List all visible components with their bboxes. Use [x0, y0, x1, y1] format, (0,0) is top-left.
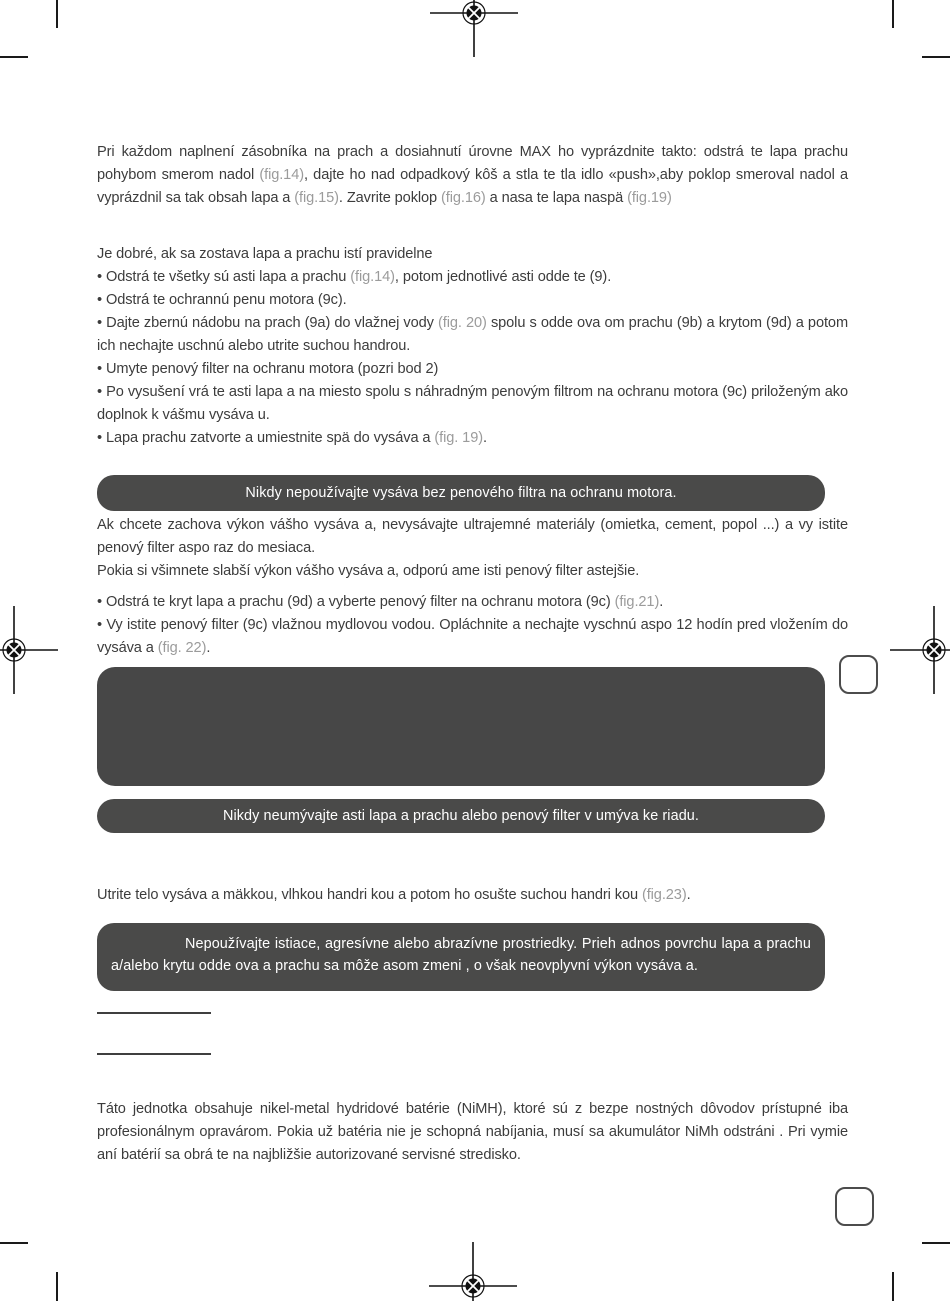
performance-text-1: Ak chcete zachova výkon vášho vysáva a, nevysávajte ultrajemné materiály (omietka, cement, popol ...) a vy istite penový filter aspo raz do mesiaca. [97, 517, 848, 556]
performance-paragraph [97, 514, 848, 583]
registration-mark-right [890, 606, 950, 694]
intro-paragraph [97, 141, 848, 210]
section-rule-2 [97, 1053, 211, 1055]
intro-text: Pri každom naplnení zásobníka na prach a dosiahnutí úrovne MAX ho vyprázdnite takto: odstrá te lapa prachu pohybom smerom nadol (fig.14), dajte ho nad odpadkový kôš a stla te tla idlo «push»,aby poklop smeroval nadol a vyprázdnil sa tak obsah lapa a (fig.15). Zavrite poklop (fig.16) a nasa te lapa naspä (fig.19) [97, 144, 848, 206]
crop-mark-bottom-right-horizontal [922, 1242, 950, 1244]
crop-mark-top-right-horizontal [922, 56, 950, 58]
empty-warning-box [97, 667, 825, 786]
registration-mark-left [0, 606, 58, 694]
care-bullet: • Lapa prachu zatvorte a umiestnite spä do vysáva a (fig. 19). [97, 430, 487, 446]
battery-text: Táto jednotka obsahuje nikel-metal hydridové batérie (NiMH), ktoré sú z bezpe nostných dôvodov prístupné iba profesionálnym opravárom. Pokia už batéria nie je schopná nabíjania, musí sa akumulátor NiMh odstráni . Pri vymie aní batérií sa obrá te na najbližšie autorizované servisné stredisko. [97, 1101, 848, 1163]
crop-mark-bottom-left-vertical [56, 1272, 58, 1301]
section-rule-1 [97, 1012, 211, 1014]
care-section [97, 243, 848, 450]
registration-mark-bottom [429, 1242, 517, 1301]
side-tab-marker-top [839, 655, 878, 694]
crop-mark-bottom-right-vertical [892, 1272, 894, 1301]
banner-no-dishwasher-text: Nikdy neumývajte asti lapa a prachu alebo penový filter v umýva ke riadu. [222, 808, 700, 824]
filter-clean-bullet: • Odstrá te kryt lapa a prachu (9d) a vyberte penový filter na ochranu motora (9c) (fig.21). [97, 594, 664, 610]
crop-mark-top-right-vertical [892, 0, 894, 28]
care-line: Je dobré, ak sa zostava lapa a prachu istí pravidelne [97, 246, 433, 262]
wipe-instruction [97, 884, 848, 907]
wipe-instruction-text: Utrite telo vysáva a mäkkou, vlhkou handri kou a potom ho osušte suchou handri kou (fig.23). [97, 887, 691, 903]
care-bullet: • Umyte penový filter na ochranu motora (pozri bod 2) [97, 361, 439, 377]
banner-no-aggressive-cleaners [97, 923, 825, 991]
filter-clean-section [97, 591, 848, 660]
crop-mark-bottom-left-horizontal [0, 1242, 28, 1244]
crop-mark-top-left-vertical [56, 0, 58, 28]
battery-paragraph [97, 1098, 848, 1167]
care-bullet: • Odstrá te všetky sú asti lapa a prachu (fig.14), potom jednotlivé asti odde te (9). [97, 269, 612, 285]
side-tab-marker-bottom [835, 1187, 874, 1226]
banner-no-foam-filter [97, 475, 825, 511]
crop-mark-top-left-horizontal [0, 56, 28, 58]
registration-mark-top [430, 0, 518, 57]
performance-text-2: Pokia si všimnete slabší výkon vášho vysáva a, odporú ame isti penový filter astejšie. [97, 563, 640, 579]
care-bullet: • Odstrá te ochrannú penu motora (9c). [97, 292, 347, 308]
banner-no-dishwasher [97, 799, 825, 833]
care-bullet: • Dajte zbernú nádobu na prach (9a) do vlažnej vody (fig. 20) spolu s odde ova om prachu (9b) a krytom (9d) a potom ich nechajte uschnú alebo utrite suchou handrou. [97, 315, 848, 354]
care-bullet: • Po vysušení vrá te asti lapa a na miesto spolu s náhradným penovým filtrom na ochranu motora (9c) priloženým ako doplnok k vášmu vysáva u. [97, 384, 848, 423]
banner-no-foam-filter-text: Nikdy nepoužívajte vysáva bez penového filtra na ochranu motora. [245, 485, 677, 501]
banner-no-aggressive-cleaners-text: Nepoužívajte istiace, agresívne alebo abrazívne prostriedky. Prieh adnos povrchu lapa a prachu a/alebo krytu odde ova a prachu sa môže asom zmeni , o však neovplyvní výkon vysáva a. [111, 936, 811, 974]
filter-clean-bullet: • Vy istite penový filter (9c) vlažnou mydlovou vodou. Opláchnite a nechajte vyschnú aspo 12 hodín pred vložením do vysáva a (fig. 22). [97, 617, 848, 656]
